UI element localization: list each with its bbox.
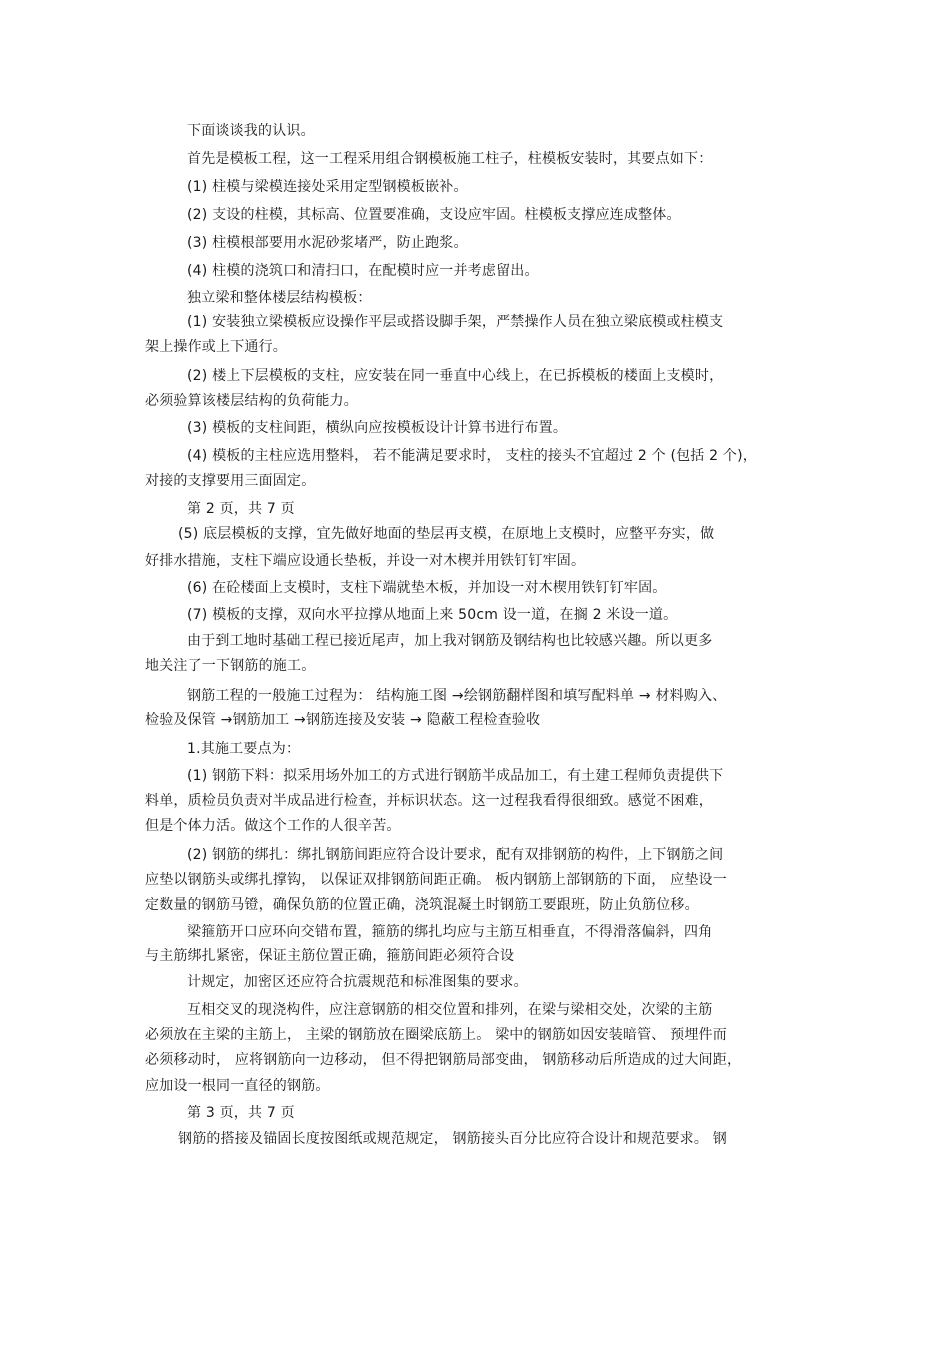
text-line: 首先是模板工程，这一工程采用组合钢模板施工柱子，柱模板安装时，其要点如下： [187, 151, 713, 167]
text-line: 由于到工地时基础工程已接近尾声，加上我对钢筋及钢结构也比较感兴趣。所以更多 [187, 633, 713, 649]
text-line: 应加设一根同一直径的钢筋。 [145, 1078, 330, 1094]
list-item: (7) 模板的支撑，双向水平拉撑从地面上来 50cm 设一道，在搁 2 米设一道。 [187, 607, 678, 623]
text-line: 地关注了一下钢筋的施工。 [145, 658, 316, 674]
section-heading: 独立梁和整体楼层结构模板： [187, 290, 372, 306]
list-item: (6) 在砼楼面上支模时，支柱下端就垫木板，并加设一对木楔用铁钉钉牢固。 [187, 580, 667, 596]
text-line: 与主筋绑扎紧密，保证主筋位置正确，箍筋间距必须符合设 [145, 948, 515, 964]
list-item: (3) 柱模根部要用水泥砂浆堵严，防止跑浆。 [187, 235, 468, 251]
list-item: (5) 底层模板的支撑，宜先做好地面的垫层再支模，在原地上支模时，应整平夯实，做 [178, 526, 715, 542]
text-line: 架上操作或上下通行。 [145, 339, 287, 355]
list-item: (2) 楼上下层模板的支柱，应安装在同一垂直中心线上，在已拆模板的楼面上支模时， [187, 368, 724, 384]
list-item: (2) 钢筋的绑扎：绑扎钢筋间距应符合设计要求，配有双排钢筋的构件，上下钢筋之间 [187, 847, 724, 863]
text-line: 检验及保管 →钢筋加工 →钢筋连接及安装 → 隐蔽工程检查验收 [145, 712, 541, 728]
text-line: 梁箍筋开口应环向交错布置，箍筋的绑扎均应与主筋互相垂直，不得滑落偏斜，四角 [187, 924, 713, 940]
text-line: 下面谈谈我的认识。 [187, 123, 315, 139]
text-line: 应垫以钢筋头或绑扎撑钩， 以保证双排钢筋间距正确。 板内钢筋上部钢筋的下面， 应垫设一 [145, 872, 727, 888]
text-line: 钢筋的搭接及锚固长度按图纸或规范规定， 钢筋接头百分比应符合设计和规范要求。 钢 [178, 1131, 727, 1147]
text-line: 必须移动时， 应将钢筋向一边移动， 但不得把钢筋局部变曲， 钢筋移动后所造成的过大间距， [145, 1052, 742, 1068]
text-line: 定数量的钢筋马镫，确保负筋的位置正确，浇筑混凝土时钢筋工要跟班，防止负筋位移。 [145, 897, 699, 913]
list-item: (4) 模板的主柱应选用整料， 若不能满足要求时， 支柱的接头不宜超过 2 个 (包括 2 个)， [187, 448, 757, 464]
text-line: 互相交叉的现浇构件，应注意钢筋的相交位置和排列，在梁与梁相交处，次梁的主筋 [187, 1002, 713, 1018]
page-number: 第 3 页，共 7 页 [187, 1105, 295, 1121]
page-number: 第 2 页，共 7 页 [187, 501, 295, 517]
list-item: (1) 钢筋下料：拟采用场外加工的方式进行钢筋半成品加工，有土建工程师负责提供下 [187, 768, 724, 784]
text-line: 计规定，加密区还应符合抗震规范和标准图集的要求。 [187, 974, 528, 990]
list-item: (1) 柱模与梁模连接处采用定型钢模板嵌补。 [187, 179, 468, 195]
text-line: 好排水措施，支柱下端应设通长垫板，并设一对木楔并用铁钉钉牢固。 [145, 553, 586, 569]
list-item: (1) 安装独立梁模板应设操作平层或搭设脚手架，严禁操作人员在独立梁底模或柱模支 [187, 314, 724, 330]
list-item: (2) 支设的柱模，其标高、位置要准确，支设应牢固。柱模板支撑应连成整体。 [187, 207, 681, 223]
list-item: (4) 柱模的浇筑口和清扫口，在配模时应一并考虑留出。 [187, 263, 539, 279]
text-line: 料单，质检员负责对半成品进行检查，并标识状态。这一过程我看得很细致。感觉不困难， [145, 793, 713, 809]
text-line: 钢筋工程的一般施工过程为： 结构施工图 →绘钢筋翻样图和填写配料单 → 材料购入、 [187, 688, 727, 704]
list-item: (3) 模板的支柱间距，横纵向应按模板设计计算书进行布置。 [187, 420, 568, 436]
text-line: 必须验算该楼层结构的负荷能力。 [145, 393, 358, 409]
section-heading: 1.其施工要点为： [187, 741, 301, 757]
text-line: 但是个体力活。做这个工作的人很辛苦。 [145, 818, 401, 834]
text-line: 必须放在主梁的主筋上， 主梁的钢筋放在圈梁底筋上。 梁中的钢筋如因安装暗管、 预埋件而 [145, 1027, 727, 1043]
text-line: 对接的支撑要用三面固定。 [145, 473, 316, 489]
